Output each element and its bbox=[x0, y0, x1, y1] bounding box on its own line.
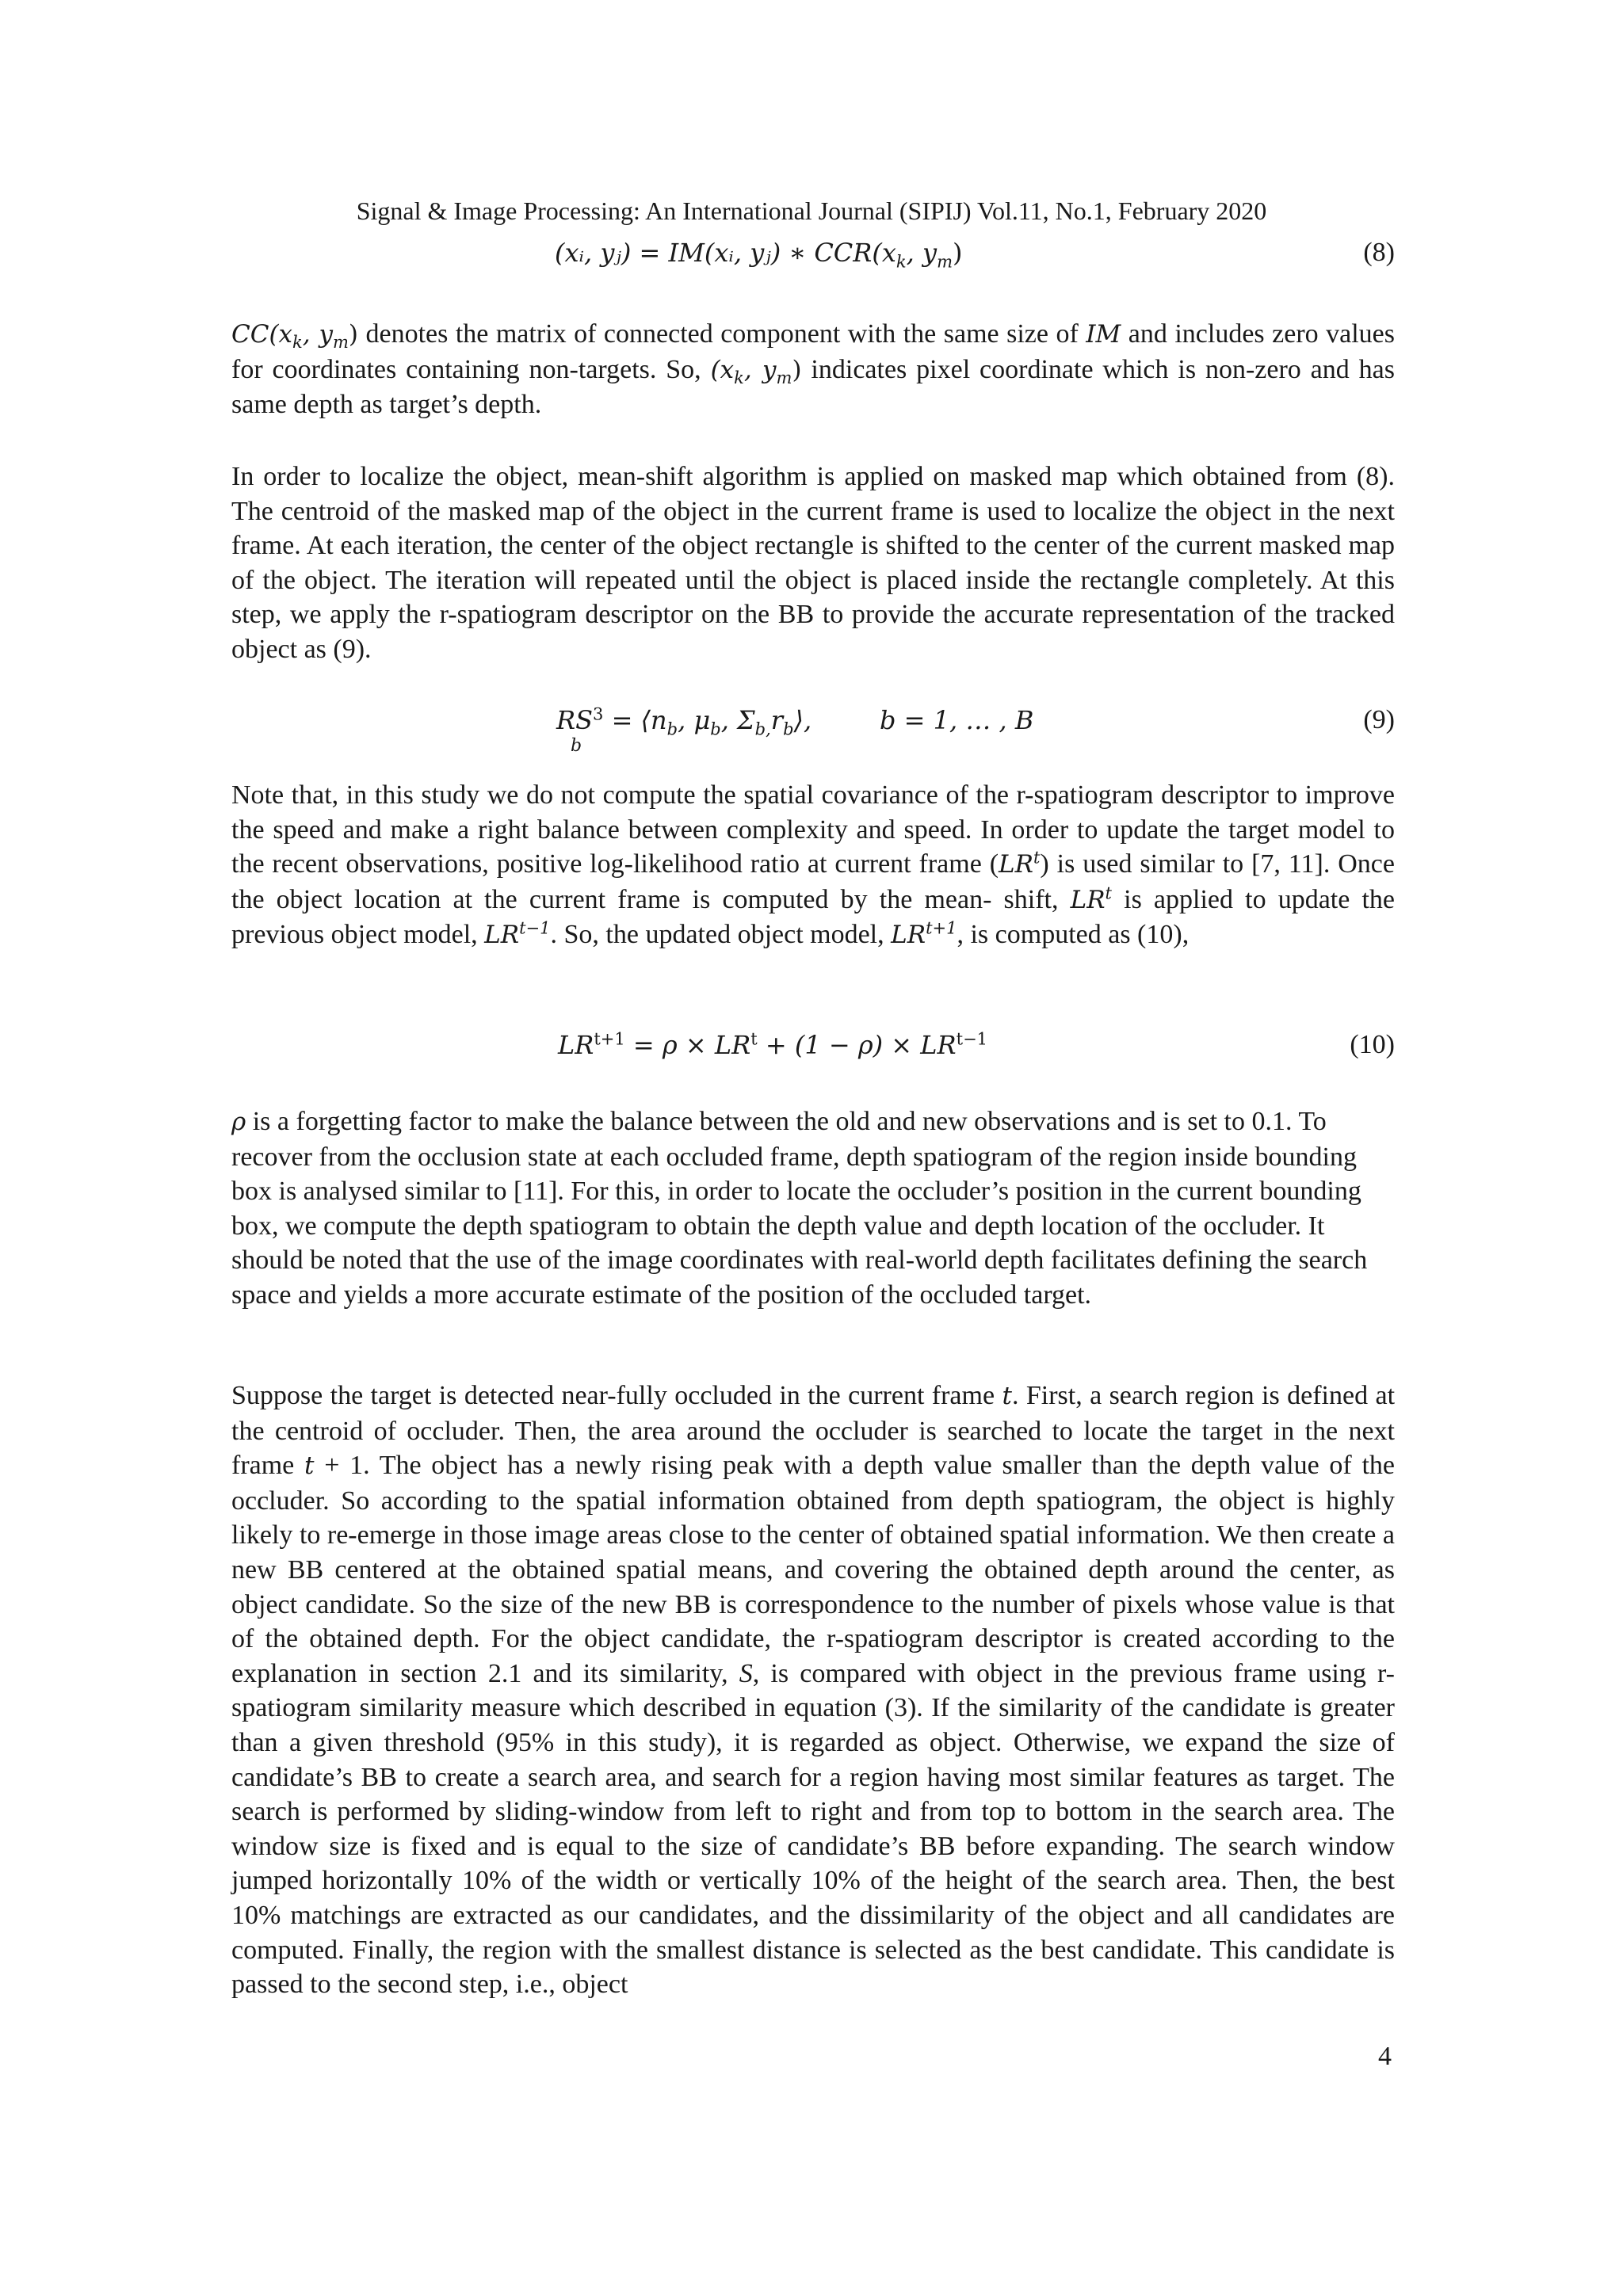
paragraph-mean-shift: In order to localize the object, mean-shift algorithm is applied on masked map which obtained from (8). The centroid of the masked map of the object in the current frame is used to localize the object in the next frame. At each iteration, the center of the object rectangle is shifted to the center of the current masked map of the object. The iteration will repeated until the object is placed inside the rectangle completely. At this step, we apply the r-spatiogram descriptor on the BB to provide the accurate representation of the tracked object as (9). bbox=[231, 462, 1395, 664]
equation-9-range: b = 1, … , B bbox=[880, 705, 1034, 735]
equation-9-subscript-b: b bbox=[571, 736, 582, 756]
equation-9 bbox=[231, 702, 1395, 756]
equation-8-number: (8) bbox=[1363, 238, 1395, 267]
equation-10-number: (10) bbox=[1350, 1030, 1395, 1059]
equation-8 bbox=[231, 235, 1395, 274]
paragraph-forgetting-factor: ρ is a forgetting factor to make the balance between the old and new observations and is set to 0.1. To recover from the occlusion state at each occluded frame, depth spatiogram of the region inside bounding box is analysed similar to [11]. For this, in order to locate the occluder’s position in the current bounding box, we compute the depth spatiogram to obtain the depth value and depth location of the occluder. It should be noted that the use of the image coordinates with real-world depth facilitates defining the search space and yields a more accurate estimate of the position of the occluded target. bbox=[231, 1107, 1368, 1310]
paragraph-occlusion-recovery: Suppose the target is detected near-fully occluded in the current frame t. First, a search region is defined at the centroid of occluder. Then, the area around the occluder is searched to locate the target in the next frame t + 1. The object has a newly rising peak with a depth value smaller than the depth value of the occluder. So according to the spatial information obtained from depth spatiogram, the object is highly likely to re-emerge in those image areas close to the center of obtained spatial information. We then create a new BB centered at the obtained spatial means, and covering the obtained depth around the center, as object candidate. So the size of the new BB is correspondence to the number of pixels whose value is that of the obtained depth. For the object candidate, the r-spatiogram descriptor is created according to the explanation in section 2.1 and its similarity, S, is compared with object in the previous frame using r-spatiogram similarity measure which described in equation (3). If the similarity of the candidate is greater than a given threshold (95% in this study), it is regarded as object. Otherwise, we expand the size of candidate’s BB to create a search area, and search for a region having most similar features as target. The search is performed by sliding-window from left to right and from top to bottom in the search area. The window size is fixed and is equal to the size of candidate’s BB before expanding. The search window jumped horizontally 10% of the width or vertically 10% of the height of the search area. Then, the best 10% matchings are extracted as our candidates, and the dissimilarity of the object and all candidates are computed. Finally, the region with the smallest distance is selected as the best candidate. This candidate is passed to the second step, i.e., object bbox=[231, 1381, 1396, 2000]
paragraph-connected-component: $CC(x_k$, $y_m$) denotes the matrix of connected component with the same size of IM and includes zero values for coordinates containing non-targets. So, ($x_k$, $y_m$) indicates pixel coordinate which is non-zero and has same depth as target’s depth. bbox=[231, 319, 1395, 420]
equation-10-body: $LR^{t+1} = \rho \times LR^t + (1 - \rho) \times LR^{t-1}$ bbox=[558, 1029, 988, 1060]
equation-8-body: (xᵢ, yⱼ) = IM(xᵢ, yⱼ) ∗ $CCR(x_k$, $y_m$) bbox=[555, 238, 963, 272]
equation-9-body: $RS^3$ = $⟨n_b$, $\mu_b$, $\Sigma_{b,}r_b⟩$, bbox=[556, 704, 812, 739]
equation-9-number: (9) bbox=[1363, 705, 1395, 734]
paragraph-model-update: Note that, in this study we do not compute the spatial covariance of the r-spatiogram descriptor to improve the speed and make a right balance between complexity and speed. In order to update the target model to the recent observations, positive log-likelihood ratio at current frame $(LR^t)$ is used similar to [7, 11]. Once the object location at the current frame is computed by the mean- shift, $LR^t$ is applied to update the previous object model, $LR^{t-1}$. So, the updated object model, $LR^{t+1}$, is computed as (10), bbox=[231, 780, 1396, 950]
running-header: Signal & Image Processing: An International Journal (SIPIJ) Vol.11, No.1, February 2020 bbox=[356, 196, 1267, 225]
page-number: 4 bbox=[1378, 2042, 1392, 2071]
equation-10 bbox=[231, 1027, 1395, 1066]
